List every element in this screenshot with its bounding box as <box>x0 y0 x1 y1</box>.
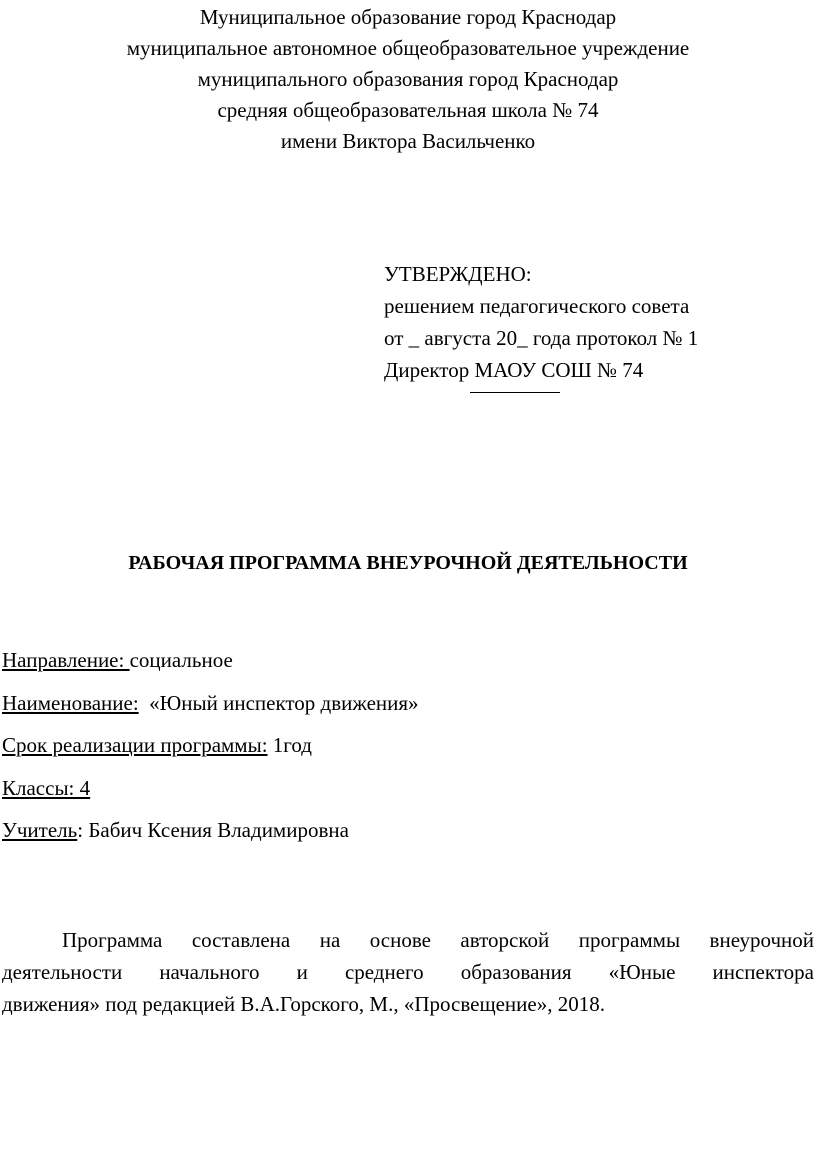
signature-line <box>470 392 560 393</box>
field-name <box>2 688 419 718</box>
document-title: РАБОЧАЯ ПРОГРАММА ВНЕУРОЧНОЙ ДЕЯТЕЛЬНОСТИ <box>128 552 688 574</box>
field-direction <box>2 645 419 675</box>
approval-director: Директор МАОУ СОШ № 74 <box>384 358 644 382</box>
approval-block <box>384 258 698 393</box>
approval-heading: УТВЕРЖДЕНО: <box>384 262 532 286</box>
paragraph-line-3: движения» под редакцией В.А.Горского, М., «Просвещение», 2018. <box>2 992 605 1016</box>
field-classes-label: Классы: 4 <box>2 775 91 800</box>
program-basis-paragraph <box>2 924 814 1020</box>
header-line-institution-type: муниципальное автономное общеобразовательное учреждение <box>126 36 690 60</box>
field-teacher-label: Учитель <box>2 818 78 842</box>
field-teacher-value: : Бабич Ксения Владимировна <box>77 818 349 842</box>
paragraph-line-1: Программа составлена на основе авторской программы внеурочной <box>62 928 814 952</box>
field-classes <box>2 773 419 803</box>
field-direction-label: Направление: <box>2 648 130 672</box>
program-details <box>2 645 419 858</box>
header-line-municipality: Муниципальное образование город Краснодар <box>199 5 617 29</box>
field-term-value: 1год <box>272 733 312 757</box>
header-line-school-name: имени Виктора Васильченко <box>280 129 536 153</box>
field-teacher <box>2 815 419 845</box>
paragraph-line-2: деятельности начального и среднего образования «Юные инспектора <box>2 960 814 984</box>
field-name-value: «Юный инспектор движения» <box>149 690 419 715</box>
field-term <box>2 730 419 760</box>
field-term-label: Срок реализации программы: <box>2 733 268 757</box>
field-name-label: Наименование: <box>2 690 139 715</box>
approval-protocol-date: от _ августа 20_ года протокол № 1 <box>384 326 699 350</box>
field-direction-value: социальное <box>129 648 233 672</box>
header-line-school-number: средняя общеобразовательная школа № 74 <box>217 98 599 122</box>
school-header <box>0 2 816 157</box>
approval-council-decision: решением педагогического совета <box>384 294 690 318</box>
header-line-municipality-formation: муниципального образования город Краснодар <box>197 67 619 91</box>
